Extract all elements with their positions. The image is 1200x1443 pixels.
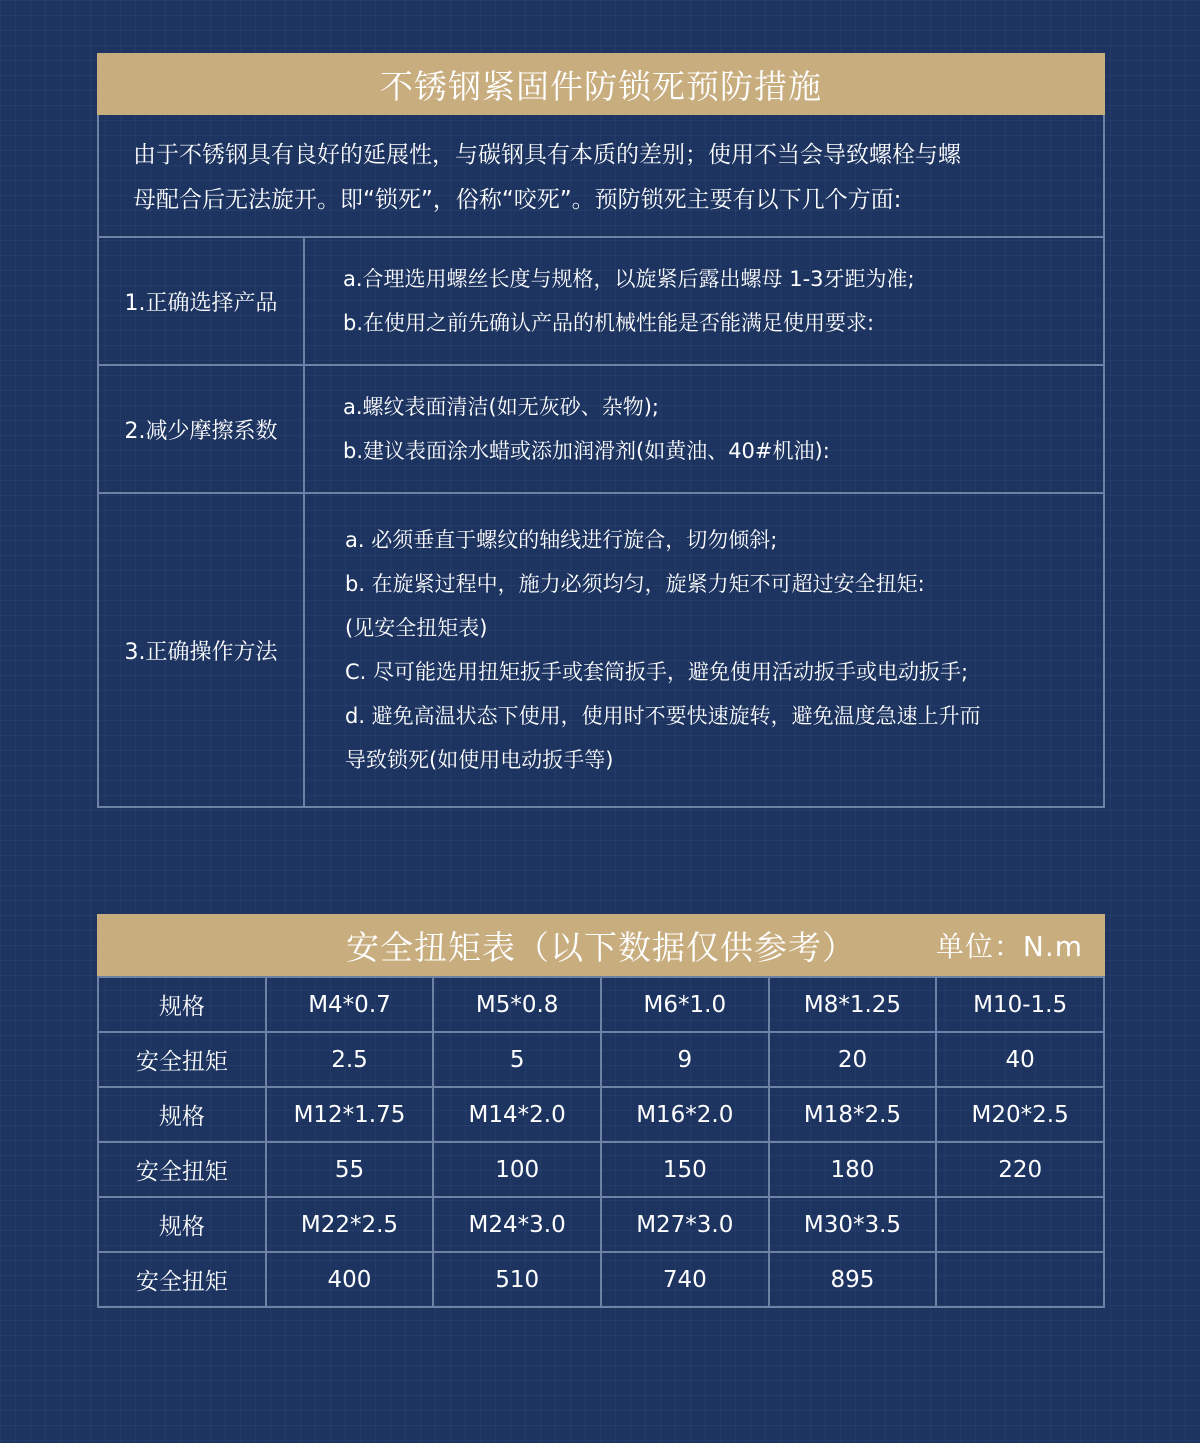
measure-item: a.合理选用螺丝长度与规格，以旋紧后露出螺母 1-3牙距为准; — [343, 267, 915, 291]
table-cell: 400 — [266, 1252, 434, 1307]
table-cell: M6*1.0 — [601, 977, 769, 1032]
measure-item: b. 在旋紧过程中，施力必须均匀，旋紧力矩不可超过安全扭矩: — [345, 572, 925, 596]
table-cell: 100 — [433, 1142, 601, 1197]
measure-label: 1.正确选择产品 — [99, 238, 305, 364]
table-row — [98, 1252, 1104, 1307]
table-cell: 40 — [936, 1032, 1104, 1087]
table-cell: 150 — [601, 1142, 769, 1197]
table-cell: 9 — [601, 1032, 769, 1087]
measure-item: 导致锁死(如使用电动扳手等) — [345, 748, 614, 772]
table-cell: M5*0.8 — [433, 977, 601, 1032]
row-header-cell: 规格 — [98, 1197, 266, 1252]
measure-row-operation — [99, 494, 1103, 806]
table-cell: 180 — [769, 1142, 937, 1197]
table-row — [98, 1197, 1104, 1252]
table-cell — [936, 1252, 1104, 1307]
table-row — [98, 1032, 1104, 1087]
table-cell: M18*2.5 — [769, 1087, 937, 1142]
prevention-title: 不锈钢紧固件防锁死预防措施 — [97, 53, 1105, 115]
table-cell: 2.5 — [266, 1032, 434, 1087]
measure-content — [305, 366, 1103, 492]
table-cell: M22*2.5 — [266, 1197, 434, 1252]
table-cell: 740 — [601, 1252, 769, 1307]
row-header-cell: 安全扭矩 — [98, 1142, 266, 1197]
measure-label: 3.正确操作方法 — [99, 494, 305, 806]
prevention-box — [97, 115, 1105, 808]
torque-table — [97, 976, 1105, 1308]
torque-title: 安全扭矩表（以下数据仅供参考） — [346, 927, 856, 967]
table-row — [98, 977, 1104, 1032]
table-cell — [936, 1197, 1104, 1252]
torque-unit: 单位：N.m — [935, 930, 1083, 963]
row-header-cell: 规格 — [98, 977, 266, 1032]
measure-item: b.建议表面涂水蜡或添加润滑剂(如黄油、40#机油): — [343, 439, 830, 463]
row-header-cell: 规格 — [98, 1087, 266, 1142]
row-header-cell: 安全扭矩 — [98, 1032, 266, 1087]
row-header-cell: 安全扭矩 — [98, 1252, 266, 1307]
measure-item: a. 必须垂直于螺纹的轴线进行旋合，切勿倾斜; — [345, 528, 778, 552]
table-cell: 20 — [769, 1032, 937, 1087]
table-cell: 55 — [266, 1142, 434, 1197]
measure-row-product — [99, 238, 1103, 366]
table-row — [98, 1142, 1104, 1197]
measure-content — [305, 494, 1103, 806]
table-cell: M8*1.25 — [769, 977, 937, 1032]
table-cell: M10-1.5 — [936, 977, 1104, 1032]
measure-item: C. 尽可能选用扭矩扳手或套筒扳手，避免使用活动扳手或电动扳手; — [345, 660, 969, 684]
table-row — [98, 1087, 1104, 1142]
intro-line: 由于不锈钢具有良好的延展性，与碳钢具有本质的差别；使用不当会导致螺栓与螺 — [133, 142, 961, 168]
table-cell: 895 — [769, 1252, 937, 1307]
torque-header — [97, 914, 1105, 976]
measure-label: 2.减少摩擦系数 — [99, 366, 305, 492]
measure-item: a.螺纹表面清洁(如无灰砂、杂物); — [343, 395, 660, 419]
table-cell: 510 — [433, 1252, 601, 1307]
measure-item: (见安全扭矩表) — [345, 616, 488, 640]
table-cell: M24*3.0 — [433, 1197, 601, 1252]
prevention-panel — [97, 53, 1105, 808]
torque-panel — [97, 914, 1105, 1308]
table-cell: M20*2.5 — [936, 1087, 1104, 1142]
measure-content — [305, 238, 1103, 364]
table-cell: M12*1.75 — [266, 1087, 434, 1142]
measure-item: b.在使用之前先确认产品的机械性能是否能满足使用要求: — [343, 311, 875, 335]
table-cell: 5 — [433, 1032, 601, 1087]
measure-row-friction — [99, 366, 1103, 494]
table-cell: 220 — [936, 1142, 1104, 1197]
intro-paragraph — [99, 115, 1103, 238]
table-cell: M14*2.0 — [433, 1087, 601, 1142]
table-cell: M4*0.7 — [266, 977, 434, 1032]
measure-item: d. 避免高温状态下使用，使用时不要快速旋转，避免温度急速上升而 — [345, 704, 981, 728]
table-cell: M30*3.5 — [769, 1197, 937, 1252]
table-cell: M16*2.0 — [601, 1087, 769, 1142]
intro-line: 母配合后无法旋开。即“锁死”，俗称“咬死”。预防锁死主要有以下几个方面: — [133, 187, 902, 213]
table-cell: M27*3.0 — [601, 1197, 769, 1252]
